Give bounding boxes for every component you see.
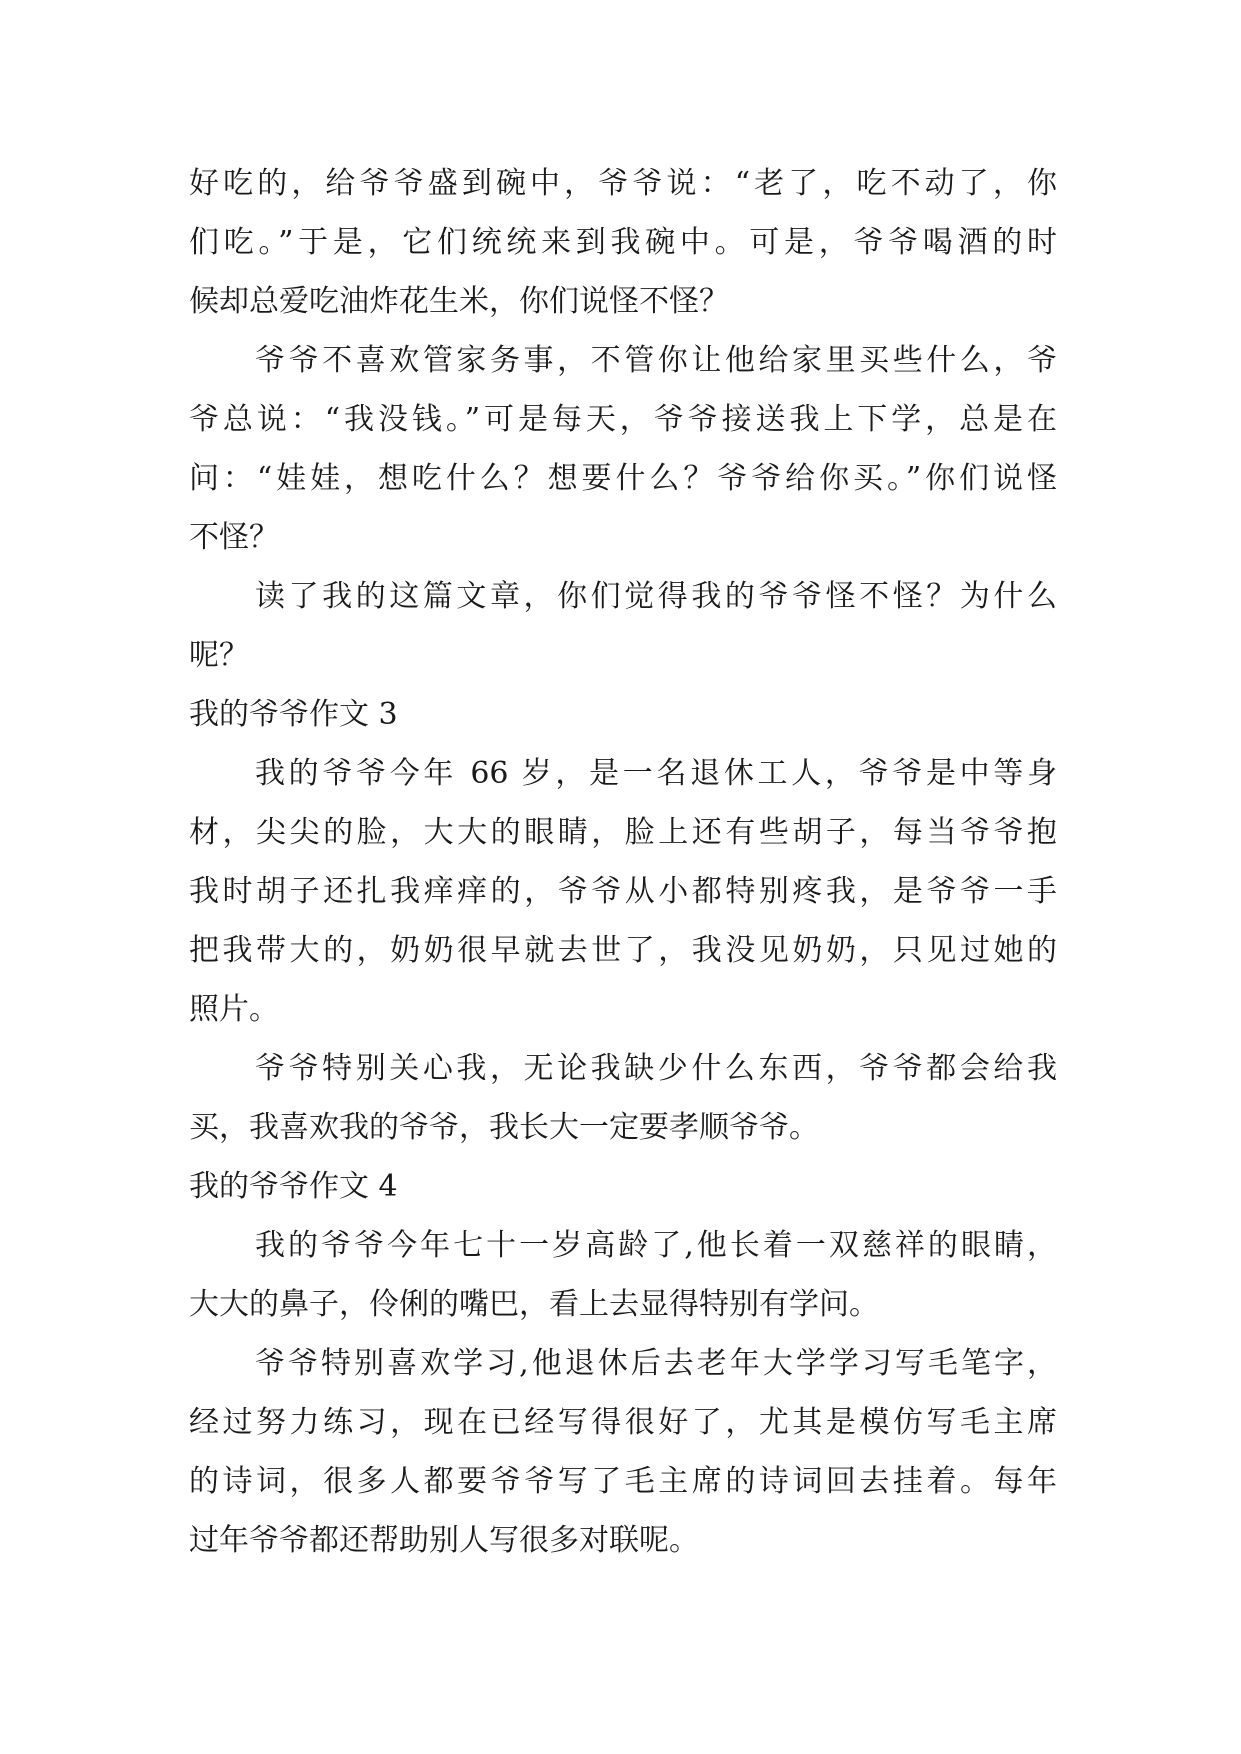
paragraph-line: 呢？ — [189, 638, 249, 673]
section-heading: 我的爷爷作文 4 — [189, 1169, 398, 1204]
paragraph-line: 不怪？ — [189, 520, 279, 555]
paragraph-line: 爷爷特别关心我，无论我缺少什么东西，爷爷都会给我 — [255, 1051, 1057, 1086]
paragraph-line: 材，尖尖的脸，大大的眼睛，脸上还有些胡子，每当爷爷抱 — [189, 815, 1057, 850]
paragraph-line: 读了我的这篇文章，你们觉得我的爷爷怪不怪？为什么 — [255, 579, 1057, 614]
paragraph-line: 我时胡子还扎我痒痒的，爷爷从小都特别疼我，是爷爷一手 — [189, 874, 1057, 909]
document-page — [189, 154, 1057, 1570]
paragraph-line: 过年爷爷都还帮助别人写很多对联呢。 — [189, 1523, 699, 1558]
paragraph-line: 我的爷爷今年 66 岁，是一名退休工人，爷爷是中等身 — [255, 756, 1057, 791]
paragraph-line: 我的爷爷今年七十一岁高龄了,他长着一双慈祥的眼睛， — [255, 1228, 1057, 1263]
paragraph-line: 候却总爱吃油炸花生米，你们说怪不怪？ — [189, 284, 729, 319]
paragraph-line: 买，我喜欢我的爷爷，我长大一定要孝顺爷爷。 — [189, 1110, 819, 1145]
paragraph-line: 照片。 — [189, 992, 279, 1027]
paragraph-line: 爷总说：“我没钱。”可是每天，爷爷接送我上下学，总是在 — [189, 402, 1057, 437]
paragraph-line: 大大的鼻子，伶俐的嘴巴，看上去显得特别有学问。 — [189, 1287, 879, 1322]
paragraph-line: 爷爷不喜欢管家务事，不管你让他给家里买些什么，爷 — [255, 343, 1057, 378]
paragraph-line: 爷爷特别喜欢学习,他退休后去老年大学学习写毛笔字， — [255, 1346, 1057, 1381]
section-heading: 我的爷爷作文 3 — [189, 697, 398, 732]
paragraph-line: 们吃。”于是，它们统统来到我碗中。可是，爷爷喝酒的时 — [189, 225, 1057, 260]
paragraph-line: 好吃的，给爷爷盛到碗中，爷爷说：“老了，吃不动了，你 — [189, 166, 1057, 201]
paragraph-line: 问：“娃娃，想吃什么？想要什么？爷爷给你买。”你们说怪 — [189, 461, 1057, 496]
paragraph-line: 的诗词，很多人都要爷爷写了毛主席的诗词回去挂着。每年 — [189, 1464, 1057, 1499]
paragraph-line: 把我带大的，奶奶很早就去世了，我没见奶奶，只见过她的 — [189, 933, 1057, 968]
paragraph-line: 经过努力练习，现在已经写得很好了，尤其是模仿写毛主席 — [189, 1405, 1057, 1440]
